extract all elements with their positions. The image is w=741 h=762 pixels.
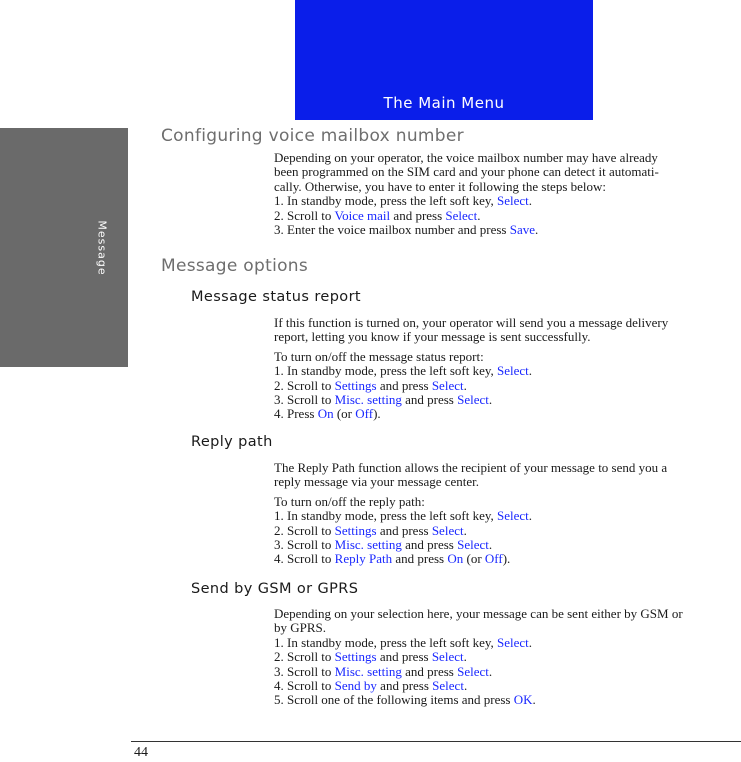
key-term: Reply Path — [334, 551, 393, 567]
step-text: . — [463, 649, 467, 665]
key-term: Select — [497, 193, 529, 209]
step-text: . — [528, 193, 533, 209]
status-report-intro — [274, 316, 738, 345]
step-text: . — [463, 678, 468, 694]
step-line — [274, 650, 738, 664]
key-term: Select — [431, 377, 464, 393]
step-text: . — [488, 663, 493, 679]
step-text: 4. Scroll to — [274, 678, 335, 694]
text-line: report, letting you know if your message is sent successfully. — [274, 329, 591, 345]
key-term: Settings — [334, 377, 377, 393]
step-text: 3. Scroll to — [274, 392, 335, 408]
step-text: and press — [392, 551, 448, 567]
step-text: 2. Scroll to — [274, 522, 335, 538]
key-term: Off — [484, 551, 503, 567]
step-text: . — [535, 222, 539, 238]
voice-mailbox-steps — [274, 194, 738, 237]
step-line — [274, 636, 738, 650]
step-text: . — [463, 377, 467, 393]
key-term: Select — [457, 392, 489, 408]
step-text: and press — [376, 649, 432, 665]
step-text: . — [463, 522, 467, 538]
heading-message-options: Message options — [161, 256, 309, 276]
text-line: cally. Otherwise, you have to enter it following the steps below: — [274, 178, 607, 194]
step-text: 1. In standby mode, press the left soft key, — [274, 363, 497, 379]
step-text: 1. In standby mode, press the left soft key, — [274, 508, 497, 524]
step-text: and press — [401, 392, 458, 408]
step-text: 3. Scroll to — [274, 537, 335, 553]
step-line — [274, 693, 738, 707]
step-text: and press — [376, 522, 432, 538]
step-line — [274, 665, 738, 679]
key-term: Misc. setting — [334, 537, 402, 553]
step-text: 4. Scroll to — [274, 551, 335, 567]
step-text: 2. Scroll to — [274, 207, 335, 223]
step-text: . — [488, 537, 493, 553]
side-tab-label: Message — [95, 220, 109, 276]
step-text: 2. Scroll to — [274, 649, 335, 665]
step-line — [274, 209, 738, 223]
step-line — [274, 538, 738, 552]
gsm-gprs-intro — [274, 607, 738, 636]
page-number: 44 — [134, 745, 148, 760]
heading-reply-path: Reply path — [191, 434, 273, 450]
key-term: Select — [431, 649, 464, 665]
step-line — [274, 509, 738, 523]
step-text: . — [488, 392, 493, 408]
step-text: . — [477, 207, 481, 223]
status-report-steps — [274, 350, 738, 422]
step-text: and press — [401, 663, 458, 679]
step-text: . — [528, 634, 533, 650]
key-term: Off — [355, 406, 374, 422]
key-term: Select — [457, 663, 489, 679]
text-line: Depending on your operator, the voice mailbox number may have already — [274, 150, 658, 165]
step-text: and press — [376, 377, 432, 393]
step-text: . — [528, 508, 533, 524]
key-term: Voice mail — [334, 207, 391, 223]
step-text: 1. In standby mode, press the left soft key, — [274, 193, 497, 209]
step-line — [274, 379, 738, 393]
text-line: reply message via your message center. — [274, 474, 480, 490]
heading-gsm-gprs: Send by GSM or GPRS — [191, 581, 359, 597]
step-text: 3. Enter the voice mailbox number and press — [274, 222, 510, 238]
key-term: OK — [513, 692, 533, 708]
step-text: . — [532, 692, 536, 708]
step-text: 5. Scroll one of the following items and press — [274, 692, 514, 708]
step-lead: To turn on/off the message status report: — [274, 348, 484, 364]
step-line — [274, 364, 738, 378]
step-text: and press — [376, 678, 433, 694]
reply-path-intro — [274, 461, 738, 490]
key-term: Misc. setting — [334, 663, 402, 679]
step-text: and press — [390, 207, 446, 223]
text-line: by GPRS. — [274, 620, 327, 636]
key-term: Settings — [334, 522, 377, 538]
text-line: been programmed on the SIM card and your phone can detect it automati- — [274, 164, 659, 180]
reply-path-body — [274, 461, 738, 567]
step-line — [274, 679, 738, 693]
gsm-gprs-steps — [274, 636, 738, 708]
key-term: Select — [431, 522, 464, 538]
footer-rule — [131, 741, 741, 742]
step-line — [274, 552, 738, 566]
chapter-banner — [295, 0, 593, 120]
text-line: Depending on your selection here, your message can be sent either by GSM or — [274, 606, 683, 621]
step-text: 1. In standby mode, press the left soft key, — [274, 634, 497, 650]
step-text: (or — [463, 551, 485, 567]
step-line — [274, 194, 738, 208]
key-term: Select — [445, 207, 478, 223]
voice-mailbox-intro — [274, 151, 738, 194]
side-tab — [0, 128, 128, 367]
text-line: If this function is turned on, your operator will send you a message delivery — [274, 315, 669, 330]
key-term: Select — [432, 678, 464, 694]
key-term: Select — [497, 634, 529, 650]
key-term: Settings — [334, 649, 377, 665]
step-lead: To turn on/off the reply path: — [274, 493, 425, 509]
heading-voice-mailbox: Configuring voice mailbox number — [161, 126, 464, 146]
step-line — [274, 223, 738, 237]
step-text: 2. Scroll to — [274, 377, 335, 393]
step-text: ). — [373, 406, 381, 422]
voice-mailbox-body — [274, 151, 738, 237]
step-text: 4. Press — [274, 406, 318, 422]
heading-status-report: Message status report — [191, 289, 362, 305]
key-term: Save — [509, 222, 536, 238]
step-text: . — [528, 363, 533, 379]
step-line — [274, 393, 738, 407]
key-term: Misc. setting — [334, 392, 402, 408]
step-text: and press — [401, 537, 458, 553]
status-report-body — [274, 316, 738, 422]
key-term: Select — [457, 537, 489, 553]
key-term: Send by — [334, 678, 377, 694]
step-text: ). — [502, 551, 511, 567]
step-line — [274, 524, 738, 538]
key-term: Select — [497, 508, 529, 524]
text-line: The Reply Path function allows the recipient of your message to send you a — [274, 460, 668, 475]
step-text: 3. Scroll to — [274, 663, 335, 679]
key-term: On — [317, 406, 334, 422]
gsm-gprs-body — [274, 607, 738, 708]
step-line — [274, 407, 738, 421]
key-term: Select — [497, 363, 529, 379]
reply-path-steps — [274, 495, 738, 567]
step-text: (or — [333, 406, 356, 422]
key-term: On — [447, 551, 464, 567]
chapter-title: The Main Menu — [383, 94, 505, 112]
